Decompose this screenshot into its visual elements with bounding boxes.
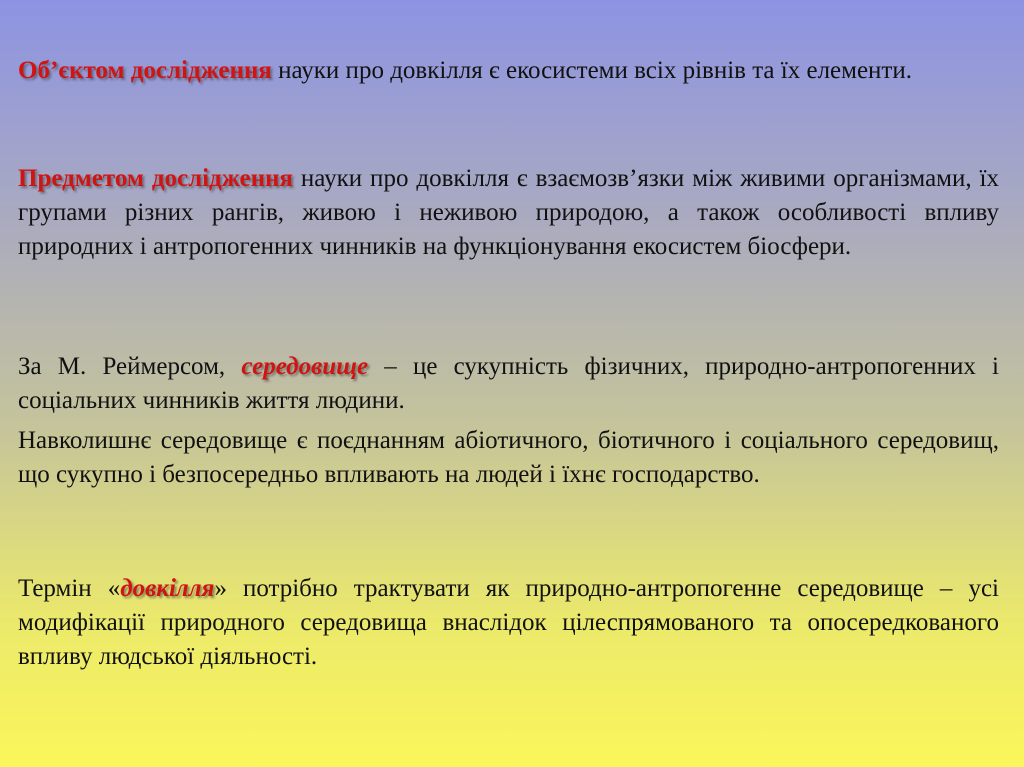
paragraph-environment-prefix: За М. Реймерсом,: [18, 353, 242, 380]
term-dovkillia: довкілля: [120, 575, 215, 602]
paragraph-dovkillia-prefix: Термін «: [18, 575, 121, 602]
paragraph-subject-text: науки про довкілля є взаємозв’язки між живими організмами, їх групами різних рангів, живою і неживою природою, а також особливості впливу природних і антропогенних чинників на функціонування екосистем біосфери.: [18, 165, 1000, 260]
paragraph-object-text: науки про довкілля є екосистеми всіх рівнів та їх елементи.: [271, 57, 912, 84]
paragraph-dovkillia: [18, 572, 999, 674]
paragraph-object: [18, 54, 999, 88]
paragraph-subject: [18, 162, 999, 264]
paragraph-surrounding-text: Навколишнє середовище є поєднанням абіотичного, біотичного і соціального середовищ, що сукупно і безпосередньо впливають на людей і їхнє господарство.: [18, 427, 999, 488]
term-environment: середовище: [241, 353, 369, 380]
term-object: Об’єктом дослідження: [18, 57, 272, 84]
term-subject: Предметом дослідження: [18, 165, 293, 192]
paragraph-environment-text: – це сукупність фізичних, природно-антропогенних і соціальних чинників життя людини.: [18, 353, 999, 414]
paragraph-surrounding: [18, 424, 999, 492]
paragraph-environment: [18, 350, 999, 418]
paragraph-dovkillia-text: » потрібно трактувати як природно-антропогенне середовище – усі модифікації природного середовища внаслідок цілеспрямованого та опосередкованого впливу людської діяльності.: [18, 575, 999, 670]
